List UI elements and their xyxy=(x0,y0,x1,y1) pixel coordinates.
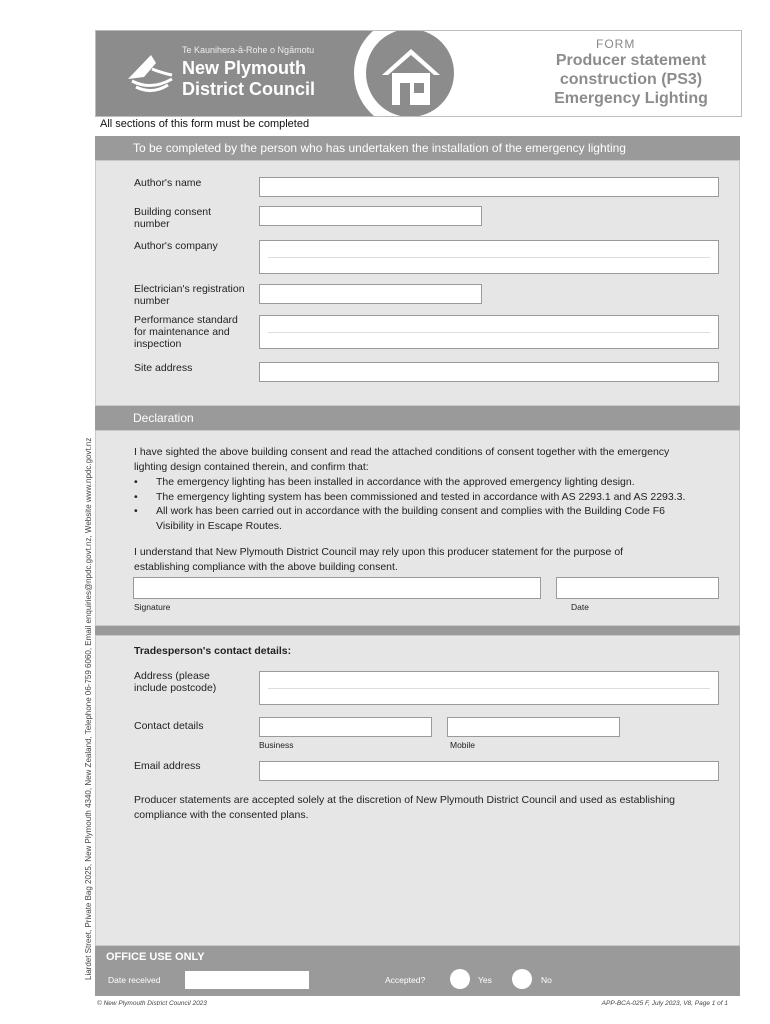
declaration-bullet-1: • The emergency lighting has been installed in accordance with the approved emergency lighting design. xyxy=(134,476,635,488)
authors-company-input[interactable] xyxy=(259,240,719,274)
authors-name-label: Author's name xyxy=(134,177,202,189)
contact-heading: Tradesperson's contact details: xyxy=(134,645,292,657)
declaration-intro: I have sighted the above building consent and read the attached conditions of consent together with the emergency lighting design contained therein, and confirm that: xyxy=(134,446,670,473)
mobile-phone-input[interactable] xyxy=(447,717,620,737)
address-label: Address (please include postcode) xyxy=(134,670,217,694)
email-input[interactable] xyxy=(259,761,719,781)
consent-number-input[interactable] xyxy=(259,206,482,226)
electrician-registration-label: Electrician's registration number xyxy=(134,283,245,307)
council-wave-logo-icon xyxy=(126,51,176,96)
section-heading-declaration: Declaration xyxy=(95,406,740,430)
form-reference: APP-BCA-025 F, July 2023, V8, Page 1 of 1 xyxy=(601,1000,728,1007)
performance-standard-input[interactable] xyxy=(259,315,719,349)
date-received-input[interactable] xyxy=(185,971,309,989)
council-contact-sidebar: Liardet Street, Private Bag 2025, New Plymouth 4340, New Zealand, Telephone 06-759 6060, Email enquiries@npdc.govt.nz, Website www.npdc.govt.nz xyxy=(84,437,93,980)
site-address-label: Site address xyxy=(134,362,193,374)
accepted-label: Accepted? xyxy=(385,975,426,985)
yes-label: Yes xyxy=(478,975,492,985)
business-phone-input[interactable] xyxy=(259,717,432,737)
business-label: Business xyxy=(259,740,294,750)
signature-label: Signature xyxy=(134,602,171,612)
declaration-bullet-2: • The emergency lighting system has been commissioned and tested in accordance with AS 2293.1 and AS 2293.3. xyxy=(134,490,686,503)
authors-name-input[interactable] xyxy=(259,177,719,197)
section-heading-installer: To be completed by the person who has undertaken the installation of the emergency lighting xyxy=(95,136,740,160)
date-input[interactable] xyxy=(556,577,719,599)
house-icon xyxy=(378,43,444,109)
declaration-understanding: I understand that New Plymouth District Council may rely upon this producer statement for the purpose of establishing compliance with the above building consent. xyxy=(134,546,624,573)
date-received-label: Date received xyxy=(108,975,161,985)
contact-details-label: Contact details xyxy=(134,720,204,732)
form-label: FORM xyxy=(596,37,636,51)
signature-input[interactable] xyxy=(133,577,541,599)
copyright: © New Plymouth District Council 2023 xyxy=(97,1000,207,1007)
accepted-yes-radio[interactable] xyxy=(450,969,470,989)
producer-statement-note: Producer statements are accepted solely at the discretion of New Plymouth District Council and used as establishing compliance with the consented plans. xyxy=(134,794,676,821)
maori-council-name: Te Kaunihera-ā-Rohe o Ngāmotu xyxy=(182,45,315,55)
address-input[interactable] xyxy=(259,671,719,705)
form-header xyxy=(95,30,742,117)
office-use-heading: OFFICE USE ONLY xyxy=(106,951,205,963)
council-name: New Plymouth District Council xyxy=(182,58,316,99)
mobile-label: Mobile xyxy=(450,740,476,750)
declaration-bullets: • The emergency lighting has been installed in accordance with the approved emergency lighting design. • The emergency lighting system has been commissioned and tested in accordance with AS 2293.1 and AS 2293.3. • All work has been carried out in accordance with the building consent and complies with the Building Code F6 Visibility in Escape Routes. xyxy=(134,475,734,533)
authors-company-label: Author's company xyxy=(134,240,218,252)
consent-number-label: Building consent number xyxy=(134,206,212,230)
accepted-no-radio[interactable] xyxy=(512,969,532,989)
site-address-input[interactable] xyxy=(259,362,719,382)
form-title: Producer statement construction (PS3) Emergency Lighting xyxy=(554,52,708,107)
declaration-bullet-3: • All work has been carried out in accordance with the building consent and complies with the Building Code F6 xyxy=(134,505,665,517)
no-label: No xyxy=(541,975,552,985)
email-label: Email address xyxy=(134,760,201,772)
performance-standard-label: Performance standard for maintenance and inspection xyxy=(134,314,238,350)
date-label: Date xyxy=(571,602,589,612)
contact-divider xyxy=(95,626,740,635)
completion-notice: All sections of this form must be completed xyxy=(100,118,310,130)
electrician-registration-input[interactable] xyxy=(259,284,482,304)
